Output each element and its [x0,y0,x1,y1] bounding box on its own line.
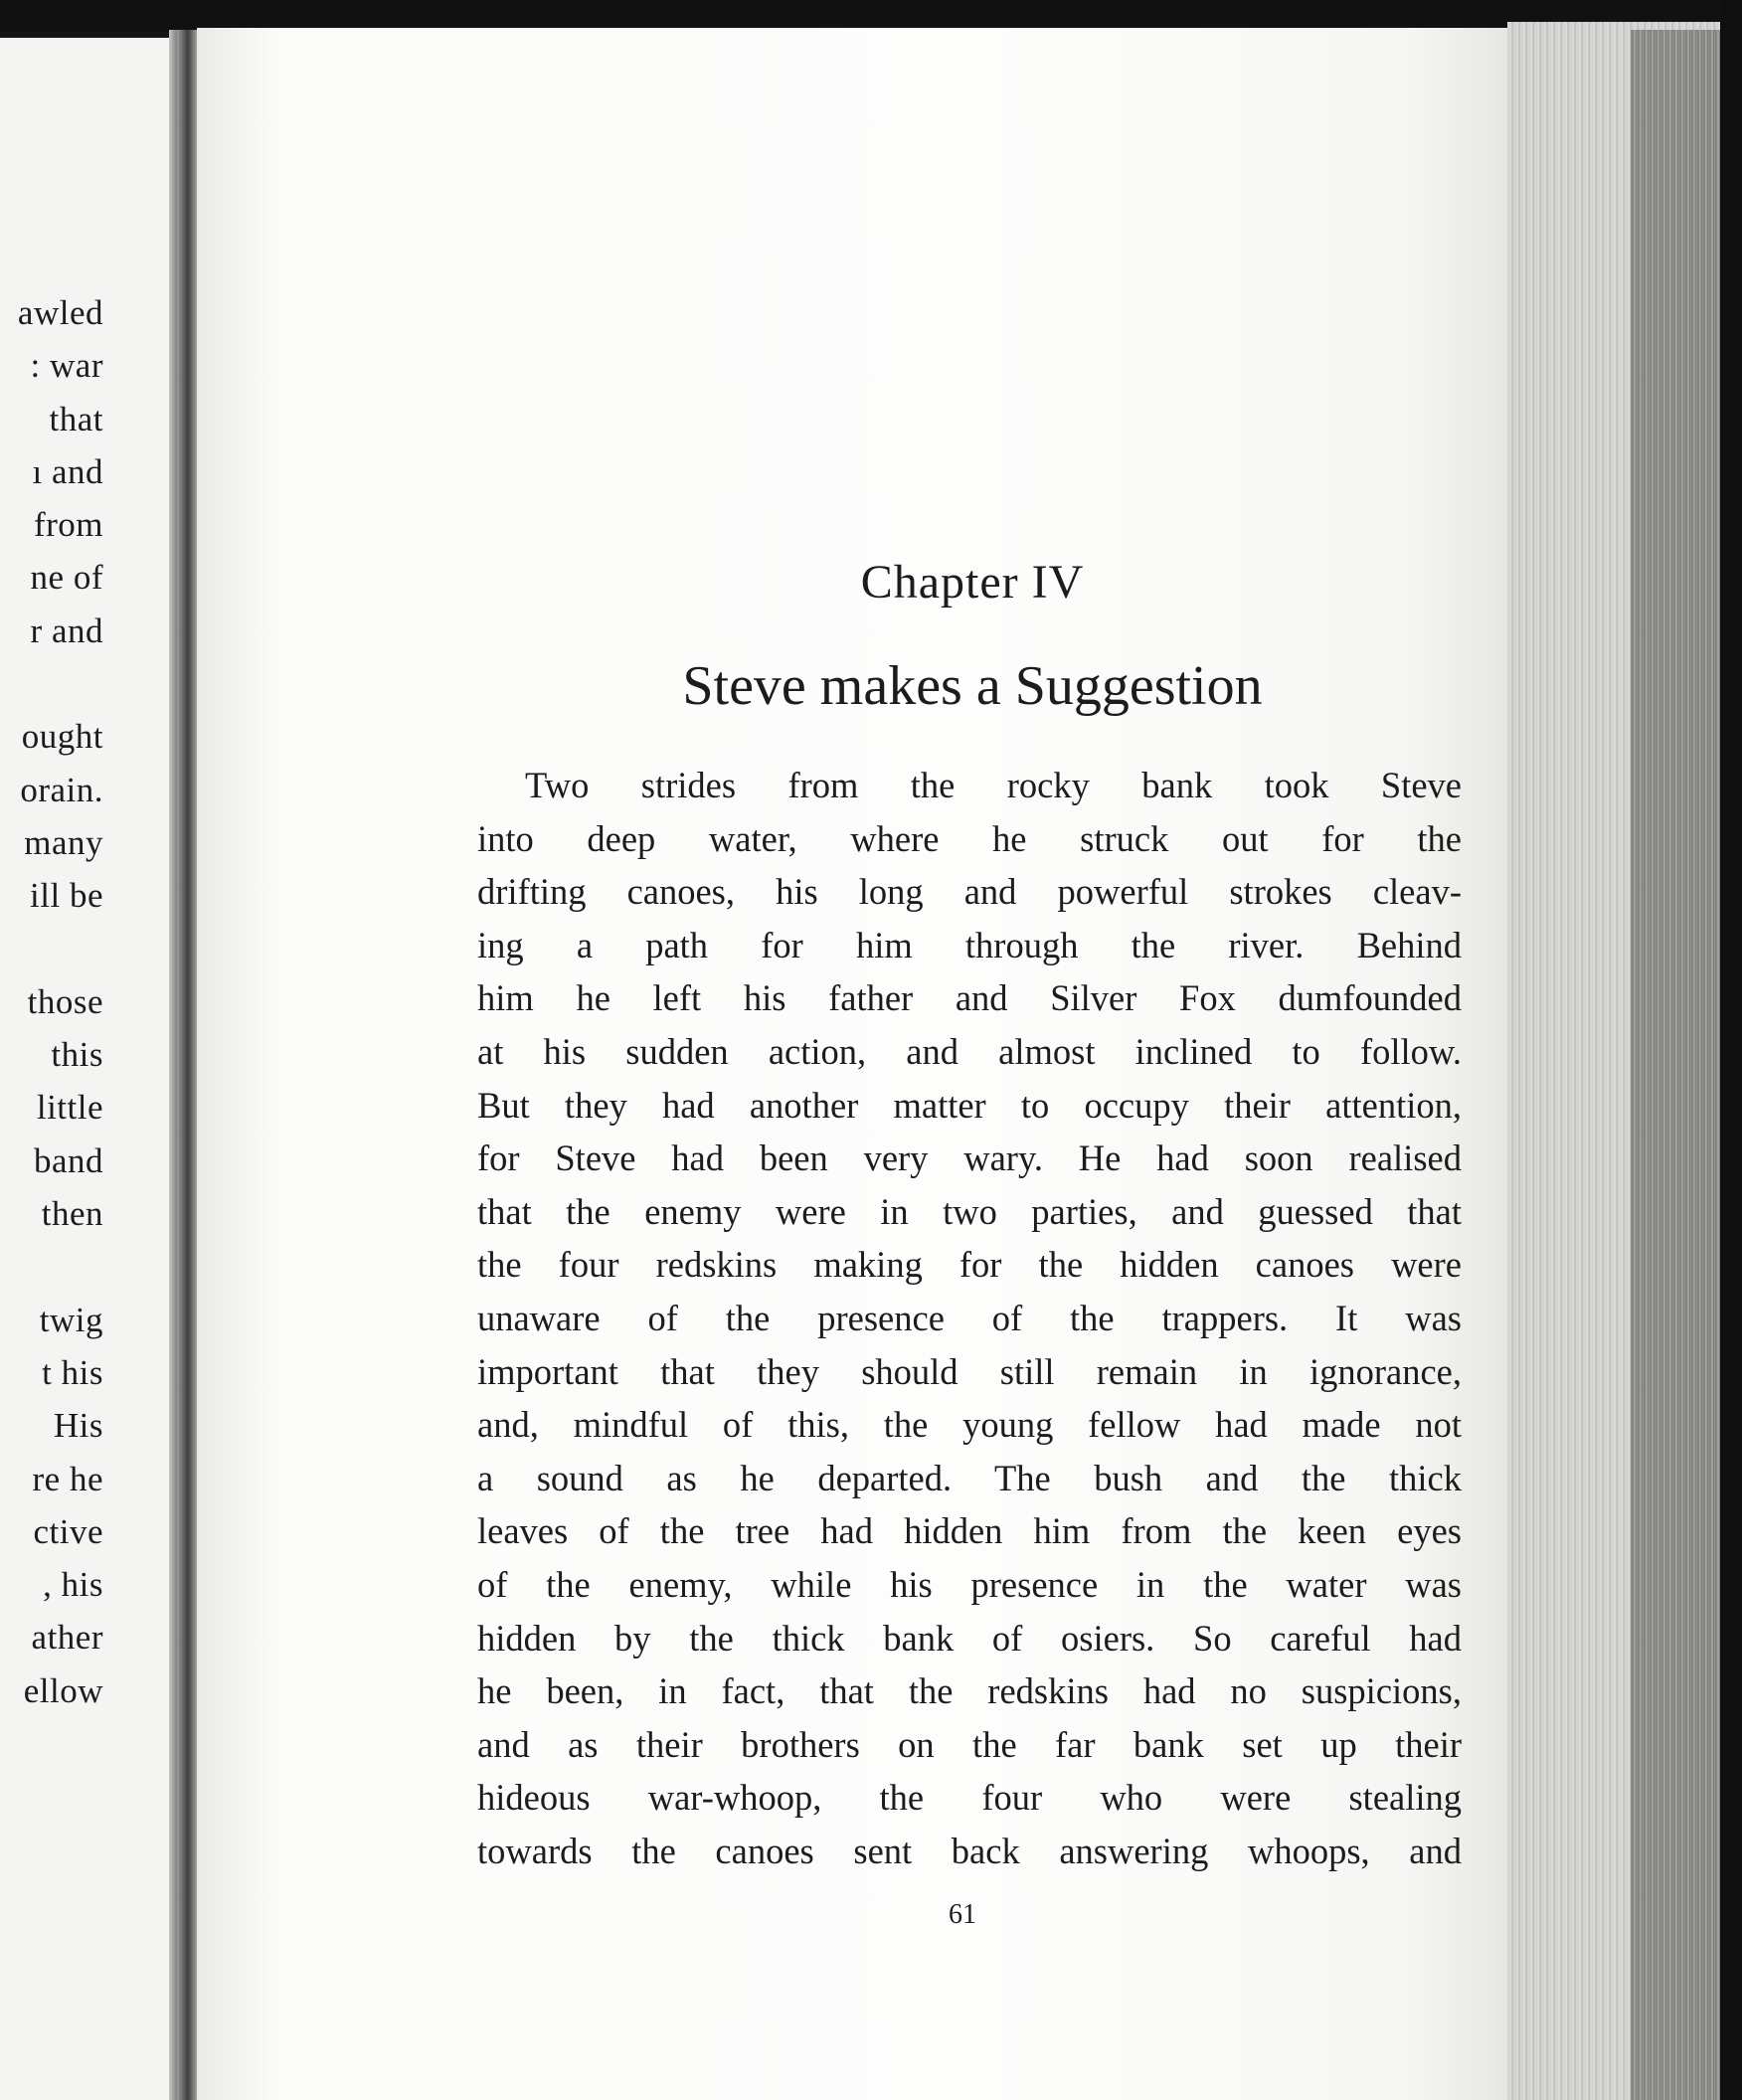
left-line: ought [21,717,103,757]
left-line: from [33,505,103,545]
text-line: and as their brothers on the far bank set up their [477,1723,1462,1765]
background-dark [1720,0,1742,2100]
left-line: orain. [20,770,103,809]
text-line: at his sudden action, and almost inclined to follow. [477,1030,1462,1072]
book-gutter [177,30,199,2100]
left-line: little [36,1088,103,1128]
text-line: important that they should still remain in ignorance, [477,1350,1462,1392]
text-line: a sound as he departed. The bush and the thick [477,1457,1462,1498]
text-line: him he left his father and Silver Fox dumfounded [477,977,1462,1019]
text-line: Two strides from the rocky bank took Steve [525,765,1462,805]
left-line: twig [39,1300,103,1339]
text-line: he been, in fact, that the redskins had no suspicions, [477,1670,1462,1712]
left-line: re he [32,1459,103,1498]
chapter-title: Steve makes a Suggestion [682,655,1263,717]
left-line [0,923,103,975]
left-line: that [49,399,103,438]
text-line: hideous war-whoop, the four who were stealing [477,1777,1462,1819]
left-line: then [41,1194,103,1234]
left-line: band [33,1140,103,1180]
left-page [0,38,177,2100]
left-line: many [24,822,103,862]
left-line: this [51,1035,103,1075]
body-text [477,759,1462,1877]
page-block-shadow [1631,30,1720,2100]
left-line: awled [17,293,103,332]
text-line: But they had another matter to occupy their attention, [477,1084,1462,1126]
left-line [0,657,103,710]
right-page [197,28,1509,2100]
text-line: towards the canoes sent back answering whoops, and [477,1830,1462,1871]
left-line: ellow [23,1670,103,1710]
left-line: ill be [30,876,103,916]
left-line: ne of [30,558,103,598]
left-page-text [0,286,103,1717]
text-line: leaves of the tree had hidden him from the keen eyes [477,1510,1462,1552]
text-line: of the enemy, while his presence in the water was [477,1563,1462,1605]
chapter-number: Chapter IV [860,556,1085,609]
left-line: those [27,981,103,1021]
text-line: that the enemy were in two parties, and guessed that [477,1190,1462,1232]
left-line: His [53,1406,103,1446]
left-line: ctive [33,1511,103,1551]
text-line: for Steve had been very wary. He had soon realised [477,1138,1462,1179]
left-line: : war [30,346,103,386]
left-line: r and [30,611,103,650]
text-line: drifting canoes, his long and powerful strokes cleav- [477,871,1462,913]
page-number: 61 [949,1899,976,1930]
text-line: the four redskins making for the hidden canoes were [477,1244,1462,1286]
text-line: ing a path for him through the river. Behind [477,924,1462,965]
text-line: into deep water, where he struck out for the [477,817,1462,859]
text-line: unaware of the presence of the trappers. It was [477,1297,1462,1338]
text-line: and, mindful of this, the young fellow had made not [477,1404,1462,1446]
text-line: hidden by the thick bank of osiers. So careful had [477,1617,1462,1659]
left-line: ı and [32,451,103,491]
left-line: , his [43,1565,103,1605]
left-line: ather [31,1618,103,1658]
left-line [0,1240,103,1293]
left-line: t his [42,1352,103,1392]
